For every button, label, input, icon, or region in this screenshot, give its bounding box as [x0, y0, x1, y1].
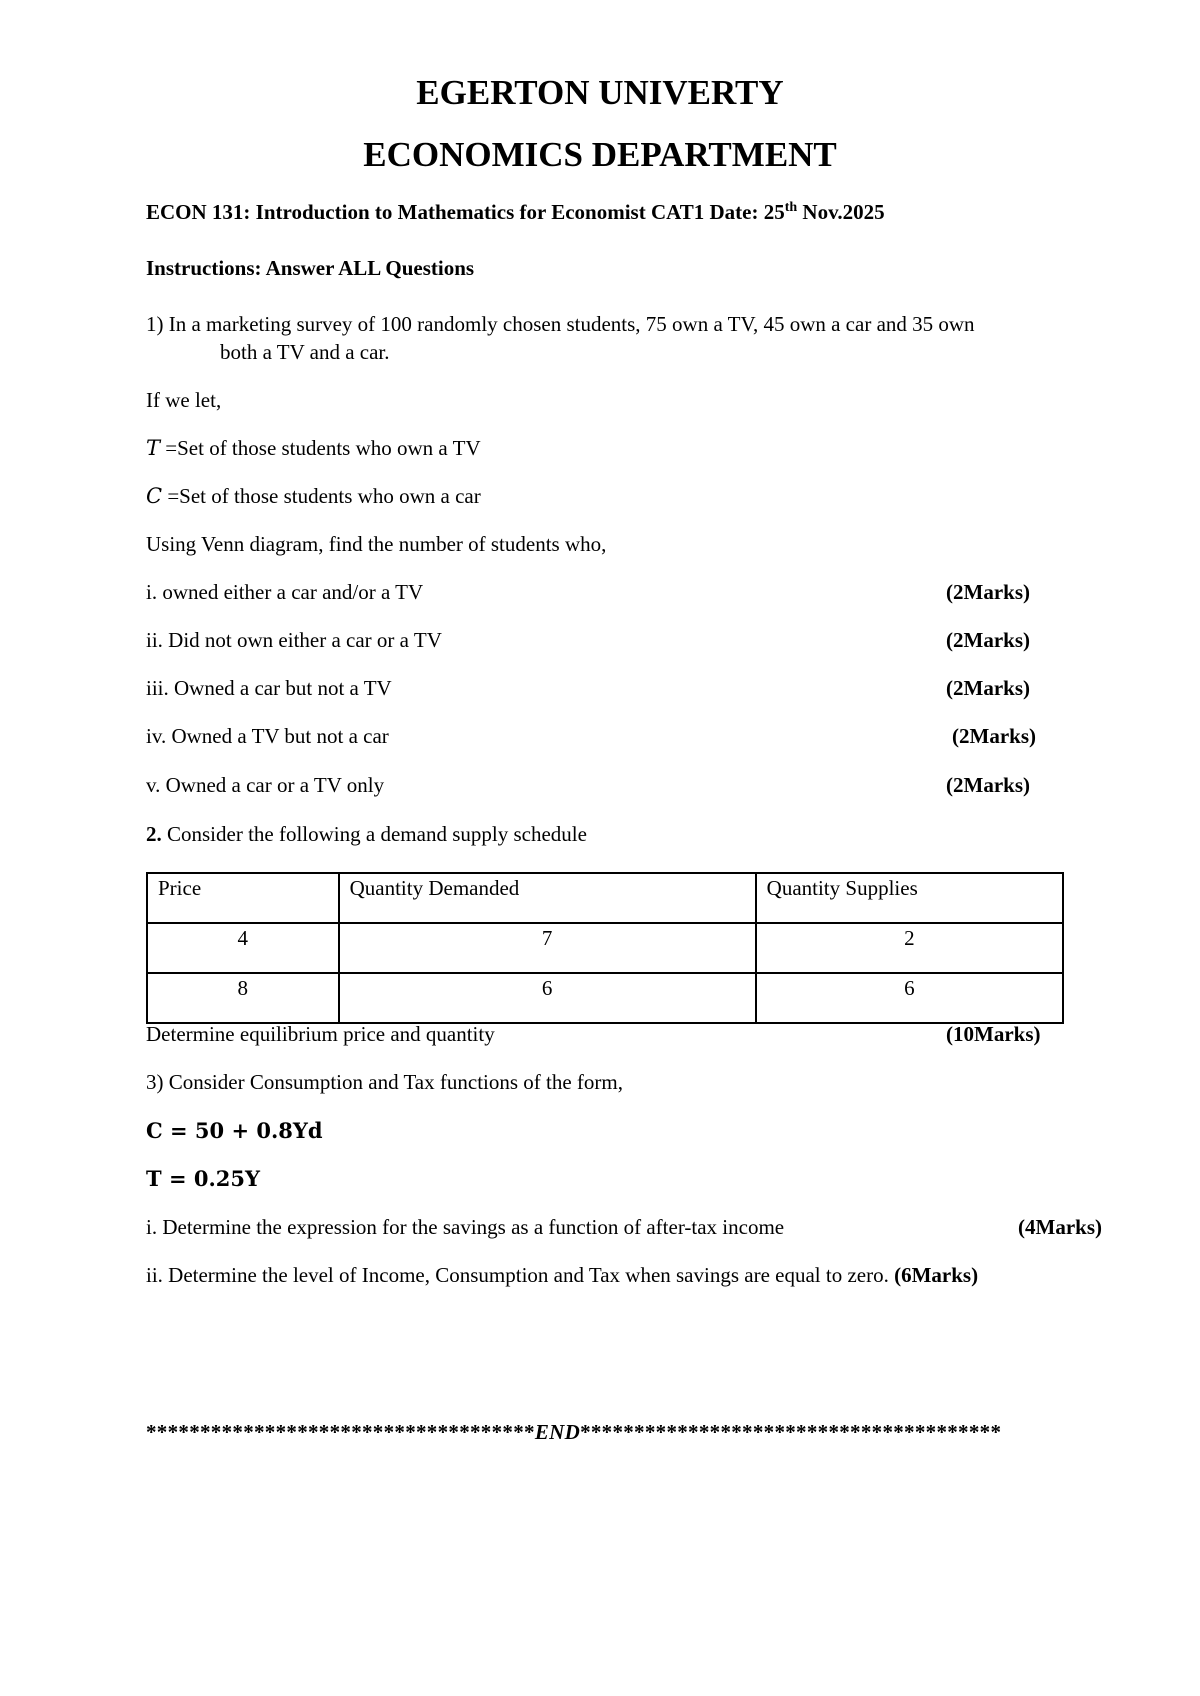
- q2-marks: (10Marks): [946, 1022, 1041, 1046]
- date-superscript: th: [784, 200, 798, 215]
- t-symbol: T: [146, 436, 161, 460]
- cell-quantity-demanded: 7: [339, 923, 756, 973]
- q1-part-v: v. Owned a car or a TV only: [146, 773, 385, 797]
- consumption-equation: [146, 1118, 323, 1144]
- q1-part-iv-marks: (2Marks): [952, 724, 1036, 748]
- table-row: [147, 973, 1063, 1023]
- cell-quantity-supplies: 6: [756, 973, 1063, 1023]
- t-definition: [146, 436, 481, 461]
- department-title: ECONOMICS DEPARTMENT: [363, 135, 837, 174]
- date-rest: Nov.2025: [797, 200, 885, 224]
- stars-right: ***************************************: [580, 1420, 1002, 1444]
- instructions: Instructions: Answer ALL Questions: [146, 256, 475, 280]
- q1-line2: both a TV and a car.: [220, 340, 390, 364]
- q3-part-ii: [146, 1263, 978, 1288]
- q1-part-iii: iii. Owned a car but not a TV: [146, 676, 392, 700]
- cell-price: 8: [147, 973, 339, 1023]
- q1-part-i: i. owned either a car and/or a TV: [146, 580, 424, 604]
- c-definition: [146, 484, 481, 509]
- q1-line1: 1) In a marketing survey of 100 randomly chosen students, 75 own a TV, 45 own a car and 35 own: [146, 312, 975, 336]
- cell-quantity-supplies: 2: [756, 923, 1063, 973]
- q2-task: Determine equilibrium price and quantity: [146, 1022, 495, 1046]
- stars-left: ************************************: [146, 1420, 535, 1444]
- q3-part-i: i. Determine the expression for the savings as a function of after-tax income: [146, 1215, 785, 1239]
- header-price: Price: [147, 873, 339, 923]
- q2-number: 2.: [146, 822, 162, 846]
- cell-quantity-demanded: 6: [339, 973, 756, 1023]
- end-word: END: [534, 1420, 581, 1444]
- q2-intro: [146, 822, 587, 847]
- cell-price: 4: [147, 923, 339, 973]
- demand-supply-table: [146, 872, 1064, 1024]
- c-symbol: C: [146, 484, 163, 508]
- q1-part-ii: ii. Did not own either a car or a TV: [146, 628, 442, 652]
- t-def-text: =Set of those students who own a TV: [160, 436, 481, 460]
- q1-part-i-marks: (2Marks): [946, 580, 1030, 604]
- q3-part-ii-text: ii. Determine the level of Income, Consumption and Tax when savings are equal to zero.: [146, 1263, 889, 1287]
- q1-part-iv: iv. Owned a TV but not a car: [146, 724, 389, 748]
- consumption-function: C = 50 + 0.8Yd: [146, 1118, 323, 1143]
- q3-part-i-marks: (4Marks): [1018, 1215, 1102, 1239]
- table-row: [147, 923, 1063, 973]
- course-text: ECON 131: Introduction to Mathematics for Economist CAT1 Date: 25: [146, 200, 785, 224]
- q3-part-ii-marks: (6Marks): [894, 1263, 979, 1287]
- course-line: [146, 200, 885, 225]
- c-def-text: =Set of those students who own a car: [162, 484, 481, 508]
- end-marker: [146, 1420, 1001, 1445]
- q3-intro: 3) Consider Consumption and Tax functions of the form,: [146, 1070, 624, 1094]
- university-title: EGERTON UNIVERTY: [416, 73, 784, 112]
- table-header-row: [147, 873, 1063, 923]
- tax-function: T = 0.25Y: [146, 1166, 260, 1191]
- venn-instruction: Using Venn diagram, find the number of students who,: [146, 532, 607, 556]
- q1-part-ii-marks: (2Marks): [946, 628, 1030, 652]
- header-quantity-demanded: Quantity Demanded: [339, 873, 756, 923]
- q1-part-v-marks: (2Marks): [946, 773, 1030, 797]
- q1-part-iii-marks: (2Marks): [946, 676, 1030, 700]
- if-we-let: If we let,: [146, 388, 222, 412]
- header-quantity-supplies: Quantity Supplies: [756, 873, 1063, 923]
- q2-text: Consider the following a demand supply schedule: [161, 822, 587, 846]
- tax-equation: [146, 1166, 260, 1192]
